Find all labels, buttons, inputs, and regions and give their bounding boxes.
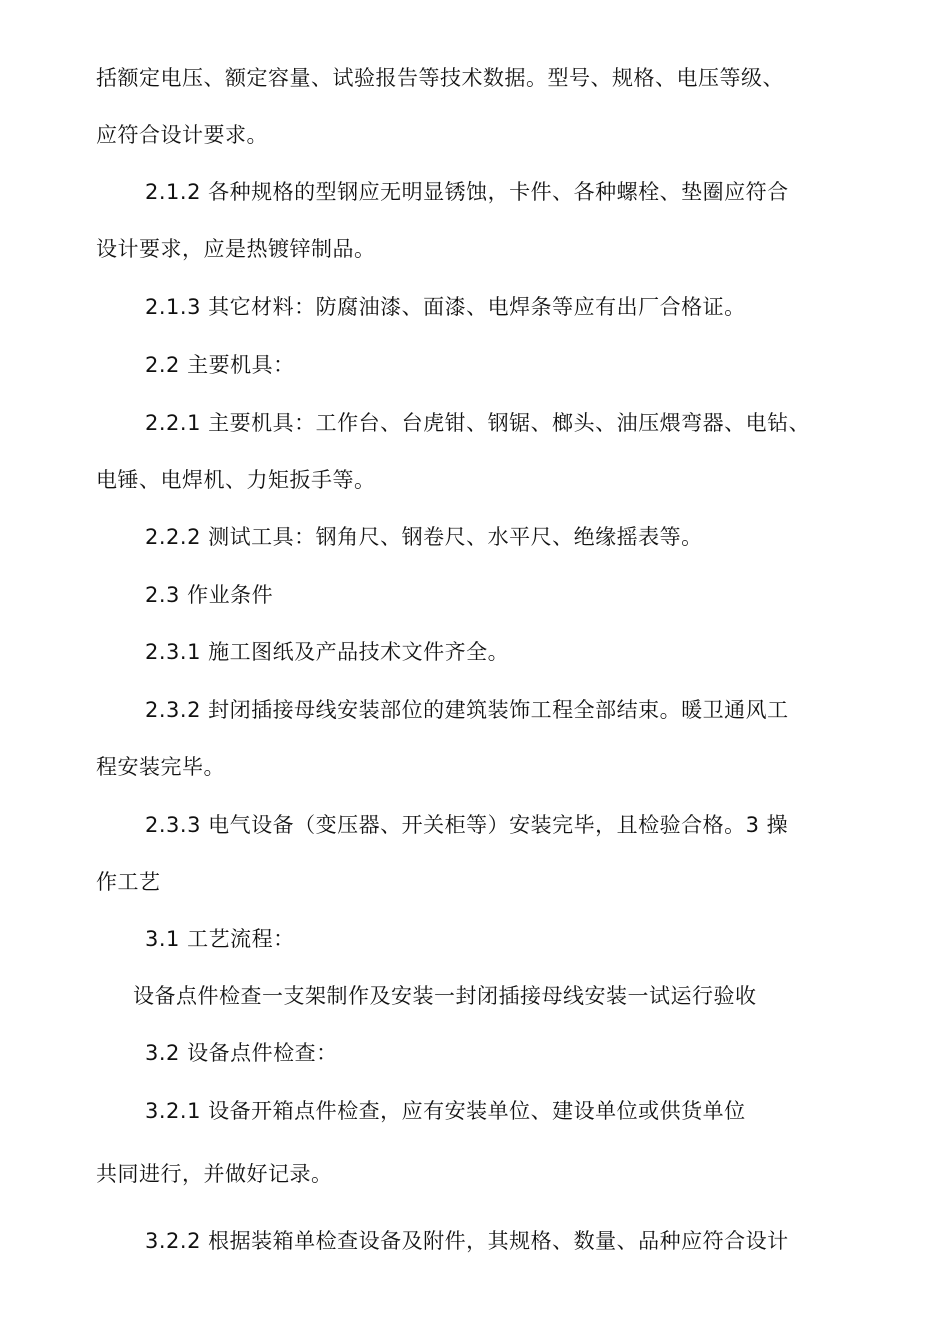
text-line-6: 2.2 主要机具：: [145, 353, 295, 377]
text-line-15: 作工艺: [96, 870, 161, 894]
text-line-7: 2.2.1 主要机具：工作台、台虎钳、钢锯、榔头、油压煨弯器、电钻、: [145, 411, 811, 435]
text-line-21: 3.2.2 根据装箱单检查设备及附件，其规格、数量、品种应符合设计: [145, 1229, 789, 1253]
text-line-9: 2.2.2 测试工具：钢角尺、钢卷尺、水平尺、绝缘摇表等。: [145, 525, 703, 549]
text-line-1: 括额定电压、额定容量、试验报告等技术数据。型号、规格、电压等级、: [96, 66, 784, 90]
text-line-19: 3.2.1 设备开箱点件检查，应有安装单位、建设单位或供货单位: [145, 1099, 746, 1123]
text-line-13: 程安装完毕。: [96, 755, 225, 779]
text-line-8: 电锤、电焊机、力矩扳手等。: [96, 468, 376, 492]
text-line-14: 2.3.3 电气设备（变压器、开关柜等）安装完毕，且检验合格。3 操: [145, 813, 789, 837]
text-line-12: 2.3.2 封闭插接母线安装部位的建筑装饰工程全部结束。暖卫通风工: [145, 698, 789, 722]
text-line-2: 应符合设计要求。: [96, 123, 268, 147]
text-line-16: 3.1 工艺流程：: [145, 927, 295, 951]
text-line-18: 3.2 设备点件检查：: [145, 1041, 338, 1065]
text-line-4: 设计要求，应是热镀锌制品。: [96, 237, 376, 261]
text-line-10: 2.3 作业条件: [145, 583, 274, 607]
process-flow-line: 设备点件检查一支架制作及安装一封闭插接母线安装一试运行验收: [133, 984, 757, 1008]
text-line-5: 2.1.3 其它材料：防腐油漆、面漆、电焊条等应有出厂合格证。: [145, 295, 746, 319]
text-line-20: 共同进行，并做好记录。: [96, 1162, 333, 1186]
text-line-11: 2.3.1 施工图纸及产品技术文件齐全。: [145, 640, 510, 664]
text-line-3: 2.1.2 各种规格的型钢应无明显锈蚀，卡件、各种螺栓、垫圈应符合: [145, 180, 789, 204]
